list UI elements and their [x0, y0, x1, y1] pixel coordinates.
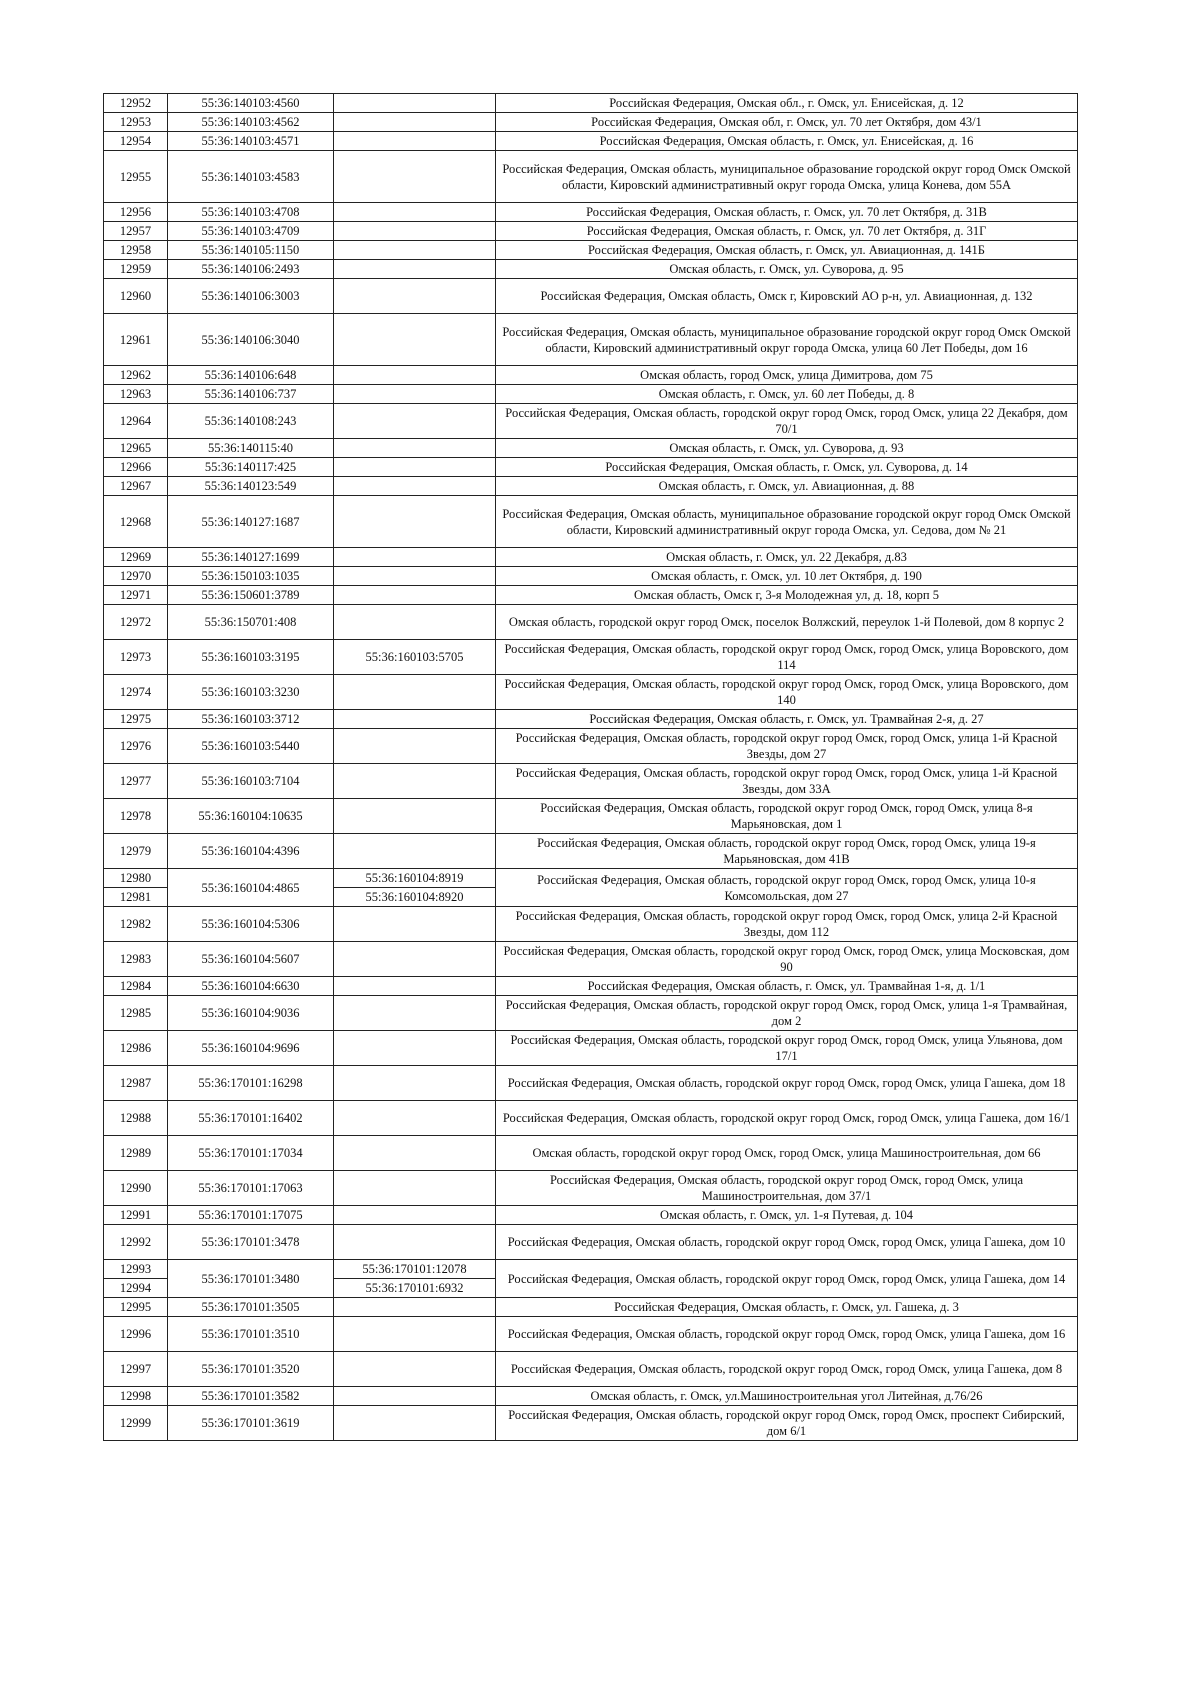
cadastral-number: 55:36:140103:4709 [168, 222, 334, 241]
cadastral-number: 55:36:160104:4865 [168, 869, 334, 907]
address: Омская область, городской округ город Омск, город Омск, улица Машиностроительная, дом 66 [496, 1136, 1078, 1171]
table-row [104, 151, 1078, 203]
address: Омская область, город Омск, улица Димитрова, дом 75 [496, 366, 1078, 385]
cadastral-number: 55:36:170101:3619 [168, 1406, 334, 1441]
related-cadastral-number [334, 799, 496, 834]
related-cadastral-number [334, 241, 496, 260]
address: Российская Федерация, Омская область, городской округ город Омск, город Омск, улица Гашека, дом 16/1 [496, 1101, 1078, 1136]
address: Российская Федерация, Омская область, г. Омск, ул. Гашека, д. 3 [496, 1298, 1078, 1317]
row-number: 12969 [104, 548, 168, 567]
cadastral-number: 55:36:140106:2493 [168, 260, 334, 279]
address: Омская область, г. Омск, ул. Суворова, д. 93 [496, 439, 1078, 458]
address: Российская Федерация, Омская область, городской округ город Омск, город Омск, улица 1-я Трамвайная, дом 2 [496, 996, 1078, 1031]
cadastral-number: 55:36:170101:16298 [168, 1066, 334, 1101]
related-cadastral-number [334, 132, 496, 151]
related-cadastral-number [334, 548, 496, 567]
cadastral-number: 55:36:150103:1035 [168, 567, 334, 586]
table-row [104, 799, 1078, 834]
table-row [104, 1317, 1078, 1352]
cadastral-number: 55:36:160104:5306 [168, 907, 334, 942]
table-row [104, 132, 1078, 151]
related-cadastral-number [334, 1298, 496, 1317]
row-number: 12996 [104, 1317, 168, 1352]
address: Омская область, Омск г, 3-я Молодежная ул, д. 18, корп 5 [496, 586, 1078, 605]
address: Российская Федерация, Омская область, г. Омск, ул. Трамвайная 1-я, д. 1/1 [496, 977, 1078, 996]
related-cadastral-number [334, 279, 496, 314]
table-row [104, 1101, 1078, 1136]
cadastral-number: 55:36:170101:3510 [168, 1317, 334, 1352]
related-cadastral-number [334, 907, 496, 942]
cadastral-number: 55:36:140103:4560 [168, 94, 334, 113]
table-row [104, 477, 1078, 496]
related-cadastral-number [334, 439, 496, 458]
row-number: 12953 [104, 113, 168, 132]
related-cadastral-number [334, 1352, 496, 1387]
cadastral-number: 55:36:160104:9036 [168, 996, 334, 1031]
table-row [104, 675, 1078, 710]
table-row [104, 404, 1078, 439]
row-number: 12967 [104, 477, 168, 496]
table-row [104, 1206, 1078, 1225]
address: Российская Федерация, Омская область, городской округ город Омск, город Омск, улица Гашека, дом 14 [496, 1260, 1078, 1298]
row-number: 12981 [104, 888, 168, 907]
table-row [104, 1352, 1078, 1387]
cadastral-number: 55:36:160103:5440 [168, 729, 334, 764]
row-number: 12964 [104, 404, 168, 439]
cadastral-number: 55:36:170101:3478 [168, 1225, 334, 1260]
related-cadastral-number [334, 1101, 496, 1136]
address: Российская Федерация, Омская область, городской округ город Омск, город Омск, улица 22 Декабря, дом 70/1 [496, 404, 1078, 439]
address: Российская Федерация, Омская область, городской округ город Омск, город Омск, улица 8-я Марьяновская, дом 1 [496, 799, 1078, 834]
related-cadastral-number [334, 222, 496, 241]
related-cadastral-number [334, 1387, 496, 1406]
row-number: 12992 [104, 1225, 168, 1260]
row-number: 12978 [104, 799, 168, 834]
address: Омская область, г. Омск, ул.Машиностроительная угол Литейная, д.76/26 [496, 1387, 1078, 1406]
table-row [104, 366, 1078, 385]
address: Российская Федерация, Омская область, городской округ город Омск, город Омск, улица Ульянова, дом 17/1 [496, 1031, 1078, 1066]
address: Российская Федерация, Омская область, городской округ город Омск, город Омск, проспект Сибирский, дом 6/1 [496, 1406, 1078, 1441]
address: Омская область, г. Омск, ул. Суворова, д. 95 [496, 260, 1078, 279]
cadastral-number: 55:36:160103:3230 [168, 675, 334, 710]
table-row [104, 496, 1078, 548]
address: Российская Федерация, Омская область, городской округ город Омск, город Омск, улица Московская, дом 90 [496, 942, 1078, 977]
address: Омская область, г. Омск, ул. Авиационная, д. 88 [496, 477, 1078, 496]
address: Российская Федерация, Омская область, городской округ город Омск, город Омск, улица Гашека, дом 18 [496, 1066, 1078, 1101]
registry-table [103, 93, 1078, 1441]
row-number: 12999 [104, 1406, 168, 1441]
table-row [104, 605, 1078, 640]
related-cadastral-number [334, 1317, 496, 1352]
table-row [104, 1260, 1078, 1279]
cadastral-number: 55:36:140103:4708 [168, 203, 334, 222]
address: Российская Федерация, Омская область, городской округ город Омск, город Омск, улица Гашека, дом 10 [496, 1225, 1078, 1260]
related-cadastral-number [334, 496, 496, 548]
row-number: 12966 [104, 458, 168, 477]
cadastral-number: 55:36:170101:3480 [168, 1260, 334, 1298]
related-cadastral-number: 55:36:170101:6932 [334, 1279, 496, 1298]
row-number: 12962 [104, 366, 168, 385]
table-row [104, 241, 1078, 260]
cadastral-number: 55:36:160103:7104 [168, 764, 334, 799]
related-cadastral-number [334, 710, 496, 729]
cadastral-number: 55:36:160104:10635 [168, 799, 334, 834]
related-cadastral-number [334, 1031, 496, 1066]
address: Омская область, г. Омск, ул. 22 Декабря, д.83 [496, 548, 1078, 567]
row-number: 12980 [104, 869, 168, 888]
row-number: 12982 [104, 907, 168, 942]
row-number: 12993 [104, 1260, 168, 1279]
row-number: 12963 [104, 385, 168, 404]
row-number: 12972 [104, 605, 168, 640]
table-row [104, 548, 1078, 567]
related-cadastral-number [334, 113, 496, 132]
cadastral-number: 55:36:140123:549 [168, 477, 334, 496]
cadastral-number: 55:36:170101:3520 [168, 1352, 334, 1387]
related-cadastral-number [334, 203, 496, 222]
registry-table-body [104, 94, 1078, 1441]
address: Российская Федерация, Омская область, городской округ город Омск, город Омск, улица Гашека, дом 16 [496, 1317, 1078, 1352]
cadastral-number: 55:36:140103:4583 [168, 151, 334, 203]
cadastral-number: 55:36:140103:4562 [168, 113, 334, 132]
row-number: 12970 [104, 567, 168, 586]
address: Российская Федерация, Омская область, городской округ город Омск, город Омск, улица 10-я Комсомольская, дом 27 [496, 869, 1078, 907]
row-number: 12975 [104, 710, 168, 729]
address: Российская Федерация, Омская область, г. Омск, ул. Трамвайная 2-я, д. 27 [496, 710, 1078, 729]
cadastral-number: 55:36:140106:3040 [168, 314, 334, 366]
related-cadastral-number [334, 764, 496, 799]
table-row [104, 1387, 1078, 1406]
row-number: 12956 [104, 203, 168, 222]
row-number: 12986 [104, 1031, 168, 1066]
cadastral-number: 55:36:150601:3789 [168, 586, 334, 605]
row-number: 12952 [104, 94, 168, 113]
address: Российская Федерация, Омская область, г. Омск, ул. 70 лет Октября, д. 31Г [496, 222, 1078, 241]
address: Омская область, г. Омск, ул. 1-я Путевая, д. 104 [496, 1206, 1078, 1225]
table-row [104, 977, 1078, 996]
table-row [104, 640, 1078, 675]
row-number: 12959 [104, 260, 168, 279]
cadastral-number: 55:36:160104:6630 [168, 977, 334, 996]
address: Российская Федерация, Омская область, г. Омск, ул. 70 лет Октября, д. 31В [496, 203, 1078, 222]
table-row [104, 385, 1078, 404]
cadastral-number: 55:36:150701:408 [168, 605, 334, 640]
row-number: 12958 [104, 241, 168, 260]
related-cadastral-number [334, 834, 496, 869]
cadastral-number: 55:36:160103:3712 [168, 710, 334, 729]
row-number: 12997 [104, 1352, 168, 1387]
cadastral-number: 55:36:140108:243 [168, 404, 334, 439]
row-number: 12991 [104, 1206, 168, 1225]
row-number: 12995 [104, 1298, 168, 1317]
address: Российская Федерация, Омская область, городской округ город Омск, город Омск, улица Гашека, дом 8 [496, 1352, 1078, 1387]
table-row [104, 439, 1078, 458]
related-cadastral-number [334, 260, 496, 279]
cadastral-number: 55:36:140127:1687 [168, 496, 334, 548]
row-number: 12965 [104, 439, 168, 458]
related-cadastral-number [334, 1136, 496, 1171]
cadastral-number: 55:36:140115:40 [168, 439, 334, 458]
row-number: 12955 [104, 151, 168, 203]
row-number: 12976 [104, 729, 168, 764]
address: Российская Федерация, Омская область, муниципальное образование городской округ город Омск Омской области, Кировский административный округ города Омска, ул. Седова, дом № 21 [496, 496, 1078, 548]
cadastral-number: 55:36:170101:17075 [168, 1206, 334, 1225]
cadastral-number: 55:36:140103:4571 [168, 132, 334, 151]
table-row [104, 222, 1078, 241]
related-cadastral-number [334, 385, 496, 404]
table-row [104, 869, 1078, 888]
address: Российская Федерация, Омская область, городской округ город Омск, город Омск, улица Воровского, дом 114 [496, 640, 1078, 675]
cadastral-number: 55:36:160104:4396 [168, 834, 334, 869]
table-row [104, 834, 1078, 869]
row-number: 12968 [104, 496, 168, 548]
table-row [104, 942, 1078, 977]
row-number: 12973 [104, 640, 168, 675]
row-number: 12998 [104, 1387, 168, 1406]
related-cadastral-number [334, 1206, 496, 1225]
row-number: 12960 [104, 279, 168, 314]
address: Российская Федерация, Омская обл, г. Омск, ул. 70 лет Октября, дом 43/1 [496, 113, 1078, 132]
table-row [104, 907, 1078, 942]
cadastral-number: 55:36:140106:737 [168, 385, 334, 404]
cadastral-number: 55:36:140106:3003 [168, 279, 334, 314]
address: Российская Федерация, Омская область, городской округ город Омск, город Омск, улица Воровского, дом 140 [496, 675, 1078, 710]
row-number: 12987 [104, 1066, 168, 1101]
row-number: 12983 [104, 942, 168, 977]
table-row [104, 729, 1078, 764]
table-row [104, 314, 1078, 366]
related-cadastral-number [334, 366, 496, 385]
row-number: 12985 [104, 996, 168, 1031]
related-cadastral-number [334, 586, 496, 605]
address: Омская область, г. Омск, ул. 10 лет Октября, д. 190 [496, 567, 1078, 586]
address: Российская Федерация, Омская область, г. Омск, ул. Енисейская, д. 16 [496, 132, 1078, 151]
related-cadastral-number [334, 1171, 496, 1206]
row-number: 12988 [104, 1101, 168, 1136]
related-cadastral-number [334, 942, 496, 977]
cadastral-number: 55:36:140105:1150 [168, 241, 334, 260]
row-number: 12961 [104, 314, 168, 366]
related-cadastral-number [334, 1225, 496, 1260]
address: Российская Федерация, Омская область, муниципальное образование городской округ город Омск Омской области, Кировский административный округ города Омска, улица 60 Лет Победы, дом 16 [496, 314, 1078, 366]
address: Российская Федерация, Омская область, городской округ город Омск, город Омск, улица 19-я Марьяновская, дом 41В [496, 834, 1078, 869]
related-cadastral-number [334, 977, 496, 996]
row-number: 12957 [104, 222, 168, 241]
row-number: 12979 [104, 834, 168, 869]
address: Российская Федерация, Омская область, муниципальное образование городской округ город Омск Омской области, Кировский административный округ города Омска, улица Конева, дом 55А [496, 151, 1078, 203]
cadastral-number: 55:36:170101:3505 [168, 1298, 334, 1317]
related-cadastral-number: 55:36:160104:8920 [334, 888, 496, 907]
table-row [104, 1406, 1078, 1441]
related-cadastral-number [334, 94, 496, 113]
address: Российская Федерация, Омская область, городской округ город Омск, город Омск, улица 1-й Красной Звезды, дом 33А [496, 764, 1078, 799]
cadastral-number: 55:36:140127:1699 [168, 548, 334, 567]
table-row [104, 996, 1078, 1031]
table-row [104, 260, 1078, 279]
address: Российская Федерация, Омская область, городской округ город Омск, город Омск, улица Машиностроительная, дом 37/1 [496, 1171, 1078, 1206]
cadastral-number: 55:36:170101:3582 [168, 1387, 334, 1406]
related-cadastral-number [334, 404, 496, 439]
table-row [104, 279, 1078, 314]
related-cadastral-number: 55:36:160103:5705 [334, 640, 496, 675]
table-row [104, 113, 1078, 132]
related-cadastral-number [334, 1066, 496, 1101]
related-cadastral-number: 55:36:160104:8919 [334, 869, 496, 888]
table-row [104, 586, 1078, 605]
related-cadastral-number [334, 567, 496, 586]
cadastral-number: 55:36:140106:648 [168, 366, 334, 385]
table-row [104, 1171, 1078, 1206]
related-cadastral-number [334, 1406, 496, 1441]
cadastral-number: 55:36:140117:425 [168, 458, 334, 477]
table-row [104, 710, 1078, 729]
related-cadastral-number [334, 675, 496, 710]
address: Российская Федерация, Омская область, г. Омск, ул. Суворова, д. 14 [496, 458, 1078, 477]
row-number: 12954 [104, 132, 168, 151]
table-row [104, 764, 1078, 799]
cadastral-number: 55:36:160103:3195 [168, 640, 334, 675]
address: Российская Федерация, Омская обл., г. Омск, ул. Енисейская, д. 12 [496, 94, 1078, 113]
table-row [104, 94, 1078, 113]
row-number: 12994 [104, 1279, 168, 1298]
table-row [104, 1136, 1078, 1171]
address: Омская область, г. Омск, ул. 60 лет Победы, д. 8 [496, 385, 1078, 404]
row-number: 12971 [104, 586, 168, 605]
row-number: 12989 [104, 1136, 168, 1171]
related-cadastral-number [334, 996, 496, 1031]
address: Омская область, городской округ город Омск, поселок Волжский, переулок 1-й Полевой, дом 8 корпус 2 [496, 605, 1078, 640]
cadastral-number: 55:36:160104:9696 [168, 1031, 334, 1066]
table-row [104, 1225, 1078, 1260]
row-number: 12990 [104, 1171, 168, 1206]
cadastral-number: 55:36:160104:5607 [168, 942, 334, 977]
row-number: 12974 [104, 675, 168, 710]
table-row [104, 567, 1078, 586]
table-row [104, 458, 1078, 477]
cadastral-number: 55:36:170101:17063 [168, 1171, 334, 1206]
related-cadastral-number [334, 729, 496, 764]
related-cadastral-number [334, 314, 496, 366]
table-row [104, 1031, 1078, 1066]
related-cadastral-number: 55:36:170101:12078 [334, 1260, 496, 1279]
cadastral-number: 55:36:170101:17034 [168, 1136, 334, 1171]
row-number: 12984 [104, 977, 168, 996]
address: Российская Федерация, Омская область, Омск г, Кировский АО р-н, ул. Авиационная, д. 132 [496, 279, 1078, 314]
table-row [104, 1066, 1078, 1101]
related-cadastral-number [334, 477, 496, 496]
related-cadastral-number [334, 605, 496, 640]
related-cadastral-number [334, 458, 496, 477]
related-cadastral-number [334, 151, 496, 203]
cadastral-number: 55:36:170101:16402 [168, 1101, 334, 1136]
row-number: 12977 [104, 764, 168, 799]
address: Российская Федерация, Омская область, г. Омск, ул. Авиационная, д. 141Б [496, 241, 1078, 260]
address: Российская Федерация, Омская область, городской округ город Омск, город Омск, улица 2-й Красной Звезды, дом 112 [496, 907, 1078, 942]
table-row [104, 203, 1078, 222]
address: Российская Федерация, Омская область, городской округ город Омск, город Омск, улица 1-й Красной Звезды, дом 27 [496, 729, 1078, 764]
table-row [104, 1298, 1078, 1317]
